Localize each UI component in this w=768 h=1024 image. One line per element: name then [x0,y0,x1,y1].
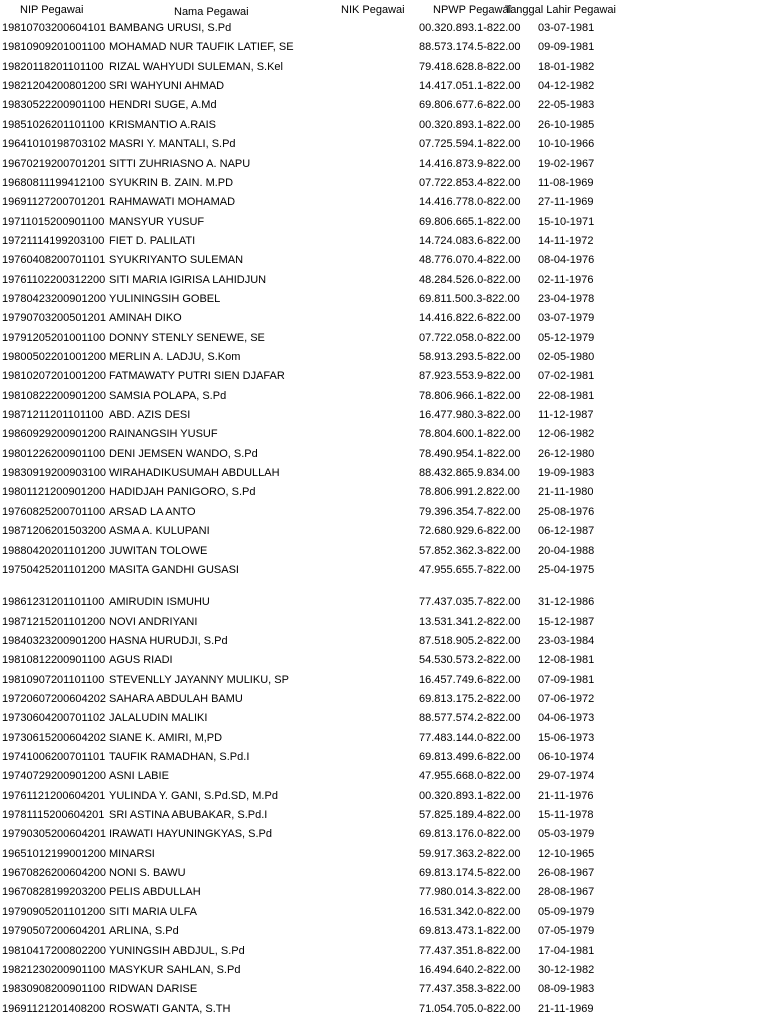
cell-nip[interactable]: 19720607200604202 [2,692,107,705]
cell-npwp[interactable]: 79.418.628.8-822.00 [419,60,521,73]
cell-nip[interactable]: 19790305200604201 [2,828,107,841]
cell-tgl[interactable]: 15-10-1971 [538,215,595,228]
cell-nip[interactable]: 19670219200701201 [2,157,107,170]
cell-tgl[interactable]: 17-04-1981 [538,944,595,957]
cell-tgl[interactable]: 05-09-1979 [538,905,595,918]
cell-nama[interactable]: SITI MARIA IGIRISA LAHIDJUN [109,273,267,286]
cell-tgl[interactable]: 26-08-1967 [538,867,595,880]
cell-nip[interactable]: 19810907201101100 [2,673,105,686]
cell-tgl[interactable]: 21-11-1976 [538,789,594,802]
cell-tgl[interactable]: 04-12-1982 [538,80,595,93]
cell-tgl[interactable]: 09-09-1981 [538,41,595,54]
table-row[interactable] [0,651,768,670]
table-row[interactable] [0,729,768,748]
cell-tgl[interactable]: 11-12-1987 [538,409,594,421]
table-row[interactable] [0,309,768,328]
cell-tgl[interactable]: 12-10-1965 [538,847,595,860]
cell-tgl[interactable]: 28-08-1967 [538,886,595,899]
cell-tgl[interactable]: 08-09-1983 [538,983,595,996]
table-row[interactable] [0,767,768,786]
cell-npwp[interactable]: 16.494.640.2-822.00 [419,963,521,976]
table-row[interactable] [0,690,768,709]
table-row[interactable] [0,387,768,406]
cell-tgl[interactable]: 06-12-1987 [538,525,595,538]
cell-npwp[interactable]: 16.457.749.6-822.00 [419,673,521,686]
cell-npwp[interactable]: 69.811.500.3-822.00 [419,292,520,305]
cell-npwp[interactable]: 78.806.966.1-822.00 [419,389,521,402]
cell-nip[interactable]: 19741006200701101 [2,751,106,763]
cell-nip[interactable]: 19730604200701102 [2,712,106,725]
cell-nip[interactable]: 19760408200701101 [2,254,106,267]
table-row[interactable] [0,632,768,651]
cell-nip[interactable]: 19801226200901100 [2,447,106,460]
cell-tgl[interactable]: 21-11-1969 [538,1002,594,1015]
cell-tgl[interactable]: 29-07-1974 [538,770,595,783]
cell-nip[interactable]: 19651012199001200 [2,847,107,860]
cell-tgl[interactable]: 08-04-1976 [538,254,595,267]
cell-npwp[interactable]: 13.531.341.2-822.00 [419,615,521,628]
cell-nama[interactable]: WIRAHADIKUSUMAH ABDULLAH [109,467,280,480]
cell-tgl[interactable]: 12-08-1981 [538,654,595,667]
cell-nip[interactable]: 19760825200701100 [2,505,106,518]
cell-tgl[interactable]: 11-08-1969 [538,176,594,189]
cell-nama[interactable]: SYUKRIYANTO SULEMAN [109,254,244,267]
cell-nama[interactable]: SYUKRIN B. ZAIN. M.PD [109,176,234,189]
table-row[interactable] [0,38,768,57]
cell-nama[interactable]: ASMA A. KULUPANI [109,525,210,538]
cell-nip[interactable]: 19880420201101200 [2,544,106,557]
cell-nip[interactable]: 19871211201101100 [2,409,104,421]
cell-nip[interactable]: 19820118201101100 [2,60,104,73]
table-row[interactable] [0,1000,768,1019]
cell-tgl[interactable]: 26-10-1985 [538,118,595,131]
table-row[interactable] [0,613,768,632]
cell-nip[interactable]: 19851026201101100 [2,118,105,131]
table-row[interactable] [0,483,768,502]
cell-nama[interactable]: STEVENLLY JAYANNY MULIKU, SP [109,673,289,686]
cell-tgl[interactable]: 22-05-1983 [538,99,595,112]
table-row[interactable] [0,671,768,690]
cell-nip[interactable]: 19821230200901100 [2,963,106,976]
table-row[interactable] [0,593,768,612]
cell-npwp[interactable]: 54.530.573.2-822.00 [419,654,521,667]
cell-tgl[interactable]: 05-03-1979 [538,828,595,841]
cell-tgl[interactable]: 05-12-1979 [538,331,595,344]
cell-nip[interactable]: 19830919200903100 [2,467,107,480]
cell-npwp[interactable]: 88.432.865.9.834.00 [419,467,520,480]
column-header-tanggal-lahir-label: Tanggal Lahir Pegawai [504,4,616,16]
cell-nama[interactable]: SITTI ZUHRIASNO A. NAPU [109,157,251,170]
cell-npwp[interactable]: 77.483.144.0-822.00 [419,731,521,744]
cell-npwp[interactable]: 47.955.655.7-822.00 [419,563,521,576]
cell-nama[interactable]: HENDRI SUGE, A.Md [109,99,217,112]
cell-nama[interactable]: YUNINGSIH ABDJUL, S.Pd [109,944,245,957]
table-row[interactable] [0,174,768,193]
table-row[interactable] [0,425,768,444]
cell-nip[interactable]: 19871215201101200 [2,615,106,628]
cell-npwp[interactable]: 14.416.873.9-822.00 [419,157,521,170]
cell-nip[interactable]: 19821204200801200 [2,80,107,93]
cell-nip[interactable]: 19801121200901200 [2,486,106,499]
cell-tgl[interactable]: 07-09-1981 [538,673,595,686]
cell-npwp[interactable]: 78.806.991.2.822.00 [419,486,520,499]
cell-npwp[interactable]: 47.955.668.0-822.00 [419,770,521,783]
table-row[interactable] [0,406,768,425]
cell-npwp[interactable]: 77.437.035.7-822.00 [419,596,521,609]
cell-nip[interactable]: 19761121200604201 [2,789,106,802]
cell-nip[interactable]: 19790507200604201 [2,925,107,938]
cell-nama[interactable]: YULININGSIH GOBEL [109,292,221,305]
cell-npwp[interactable]: 57.825.189.4-822.00 [419,809,521,821]
cell-nama[interactable]: RIDWAN DARISE [109,983,198,996]
cell-nama[interactable]: AMIRUDIN ISMUHU [109,596,210,609]
cell-npwp[interactable]: 58.913.293.5-822.00 [419,351,521,363]
cell-nama[interactable]: SRI WAHYUNI AHMAD [109,80,225,93]
cell-tgl[interactable]: 31-12-1986 [538,596,595,609]
cell-nip[interactable]: 19810207201001200 [2,370,107,383]
cell-nama[interactable]: AGUS RIADI [109,654,173,667]
cell-nip[interactable]: 19790703200501201 [2,312,107,325]
cell-tgl[interactable]: 23-04-1978 [538,292,595,305]
table-row[interactable] [0,77,768,96]
cell-nama[interactable]: HASNA HURUDJI, S.Pd [109,634,228,647]
cell-npwp[interactable]: 14.416.778.0-822.00 [419,196,521,209]
cell-tgl[interactable]: 02-11-1976 [538,273,594,286]
table-row[interactable] [0,942,768,961]
cell-nip[interactable]: 19861231201101100 [2,596,105,609]
cell-nama[interactable]: MASYKUR SAHLAN, S.Pd [109,963,241,976]
cell-nip[interactable]: 19840323200901200 [2,634,107,647]
table-row[interactable] [0,883,768,902]
cell-npwp[interactable]: 69.806.677.6-822.00 [419,99,521,112]
cell-nama[interactable]: RAHMAWATI MOHAMAD [109,196,236,209]
cell-nama[interactable]: NOVI ANDRIYANI [109,615,198,628]
cell-nip[interactable]: 19790905201101200 [2,905,106,918]
cell-nama[interactable]: PELIS ABDULLAH [109,886,201,899]
cell-tgl[interactable]: 20-04-1988 [538,544,595,557]
cell-nip[interactable]: 19691127200701201 [2,196,106,209]
cell-npwp[interactable]: 88.577.574.2-822.00 [419,712,521,725]
cell-nama[interactable]: IRAWATI HAYUNINGKYAS, S.Pd [109,828,272,841]
cell-npwp[interactable]: 69.813.176.0-822.00 [419,828,521,841]
cell-npwp[interactable]: 16.477.980.3-822.00 [419,409,521,421]
cell-nip[interactable]: 19781115200604201 [2,809,105,821]
cell-nip[interactable]: 19780423200901200 [2,292,107,305]
cell-nip[interactable]: 19730615200604202 [2,731,107,744]
column-header-nip[interactable]: NIP Pegawai [20,4,84,16]
table-row[interactable] [0,348,768,367]
cell-npwp[interactable]: 07.722.058.0-822.00 [419,331,521,344]
table-row[interactable] [0,922,768,941]
cell-nip[interactable]: 19721114199203100 [2,234,105,247]
column-header-npwp[interactable]: NPWP Pegawai [433,4,512,16]
cell-nama[interactable]: MERLIN A. LADJU, S.Kom [109,351,241,363]
cell-tgl[interactable]: 25-04-1975 [538,563,595,576]
cell-tgl[interactable]: 02-05-1980 [538,351,595,363]
cell-npwp[interactable]: 07.725.594.1-822.00 [419,138,521,151]
table-row[interactable] [0,58,768,77]
cell-npwp[interactable]: 48.284.526.0-822.00 [419,273,521,286]
table-row[interactable] [0,561,768,580]
cell-tgl[interactable]: 07-05-1979 [538,925,595,938]
cell-nip[interactable]: 19670828199203200 [2,886,107,899]
column-header-tanggal-lahir[interactable] [504,3,616,17]
cell-nip[interactable]: 19810417200802200 [2,944,107,957]
cell-nama[interactable]: MANSYUR YUSUF [109,215,205,228]
table-row[interactable] [0,116,768,135]
table-row[interactable] [0,251,768,270]
table-row[interactable] [0,980,768,999]
cell-tgl[interactable]: 15-06-1973 [538,731,595,744]
table-row[interactable] [0,290,768,309]
cell-tgl[interactable]: 10-10-1966 [538,138,595,151]
cell-nip[interactable]: 19810812200901100 [2,654,106,667]
table-row[interactable] [0,271,768,290]
cell-nip[interactable]: 19830908200901100 [2,983,106,996]
cell-nip[interactable]: 19740729200901200 [2,770,107,783]
cell-nama[interactable]: HADIDJAH PANIGORO, S.Pd [109,486,256,499]
cell-tgl[interactable]: 22-08-1981 [538,389,595,402]
cell-npwp[interactable]: 14.724.083.6-822.00 [419,234,521,247]
cell-nama[interactable]: MOHAMAD NUR TAUFIK LATIEF, SE [109,41,294,54]
table-row[interactable] [0,213,768,232]
cell-npwp[interactable]: 69.806.665.1-822.00 [419,215,521,228]
cell-nip[interactable]: 19810909201001100 [2,41,106,54]
cell-tgl[interactable]: 07-02-1981 [538,370,595,383]
cell-nama[interactable]: ASNI LABIE [109,770,169,783]
cell-npwp[interactable]: 71.054.705.0-822.00 [419,1002,521,1015]
cell-tgl[interactable]: 25-08-1976 [538,505,595,518]
cell-nama[interactable]: ARLINA, S.Pd [109,925,179,938]
cell-nama[interactable]: BAMBANG URUSI, S.Pd [109,22,232,34]
cell-nama[interactable]: MASITA GANDHI GUSASI [109,563,239,576]
cell-nip[interactable]: 19641010198703102 [2,138,107,151]
cell-nip[interactable]: 19761102200312200 [2,273,106,286]
cell-tgl[interactable]: 15-11-1978 [538,809,594,821]
cell-tgl[interactable]: 07-06-1972 [538,692,595,705]
cell-nip[interactable]: 19791205201001100 [2,331,106,344]
cell-npwp[interactable]: 69.813.174.5-822.00 [419,867,521,880]
cell-nama[interactable]: JUWITAN TOLOWE [109,544,208,557]
cell-nip[interactable]: 19680811199412100 [2,176,105,189]
cell-npwp[interactable]: 79.396.354.7-822.00 [419,505,521,518]
cell-nama[interactable]: RAINANGSIH YUSUF [109,428,218,441]
cell-nama[interactable]: SIANE K. AMIRI, M,PD [109,731,223,744]
cell-npwp[interactable]: 88.573.174.5-822.00 [419,41,521,54]
cell-nip[interactable]: 19860929200901200 [2,428,107,441]
cell-nama[interactable]: DONNY STENLY SENEWE, SE [109,331,265,344]
cell-npwp[interactable]: 00.320.893.1-822.00 [419,789,521,802]
cell-tgl[interactable]: 03-07-1981 [538,22,595,34]
cell-npwp[interactable]: 14.417.051.1-822.00 [419,80,521,93]
table-row[interactable] [0,961,768,980]
cell-nama[interactable]: MINARSI [109,847,155,860]
cell-nama[interactable]: ARSAD LA ANTO [109,505,196,518]
cell-tgl[interactable]: 27-11-1969 [538,196,594,209]
cell-npwp[interactable]: 57.852.362.3-822.00 [419,544,521,557]
table-row[interactable] [0,522,768,541]
table-row[interactable] [0,748,768,767]
table-row[interactable] [0,193,768,212]
table-row[interactable] [0,806,768,825]
cell-nama[interactable]: RIZAL WAHYUDI SULEMAN, S.Kel [109,60,283,73]
cell-npwp[interactable]: 69.813.175.2-822.00 [419,692,521,705]
table-row[interactable] [0,155,768,174]
cell-nip[interactable]: 19871206201503200 [2,525,107,538]
table-row[interactable] [0,232,768,251]
cell-npwp[interactable]: 00.320.893.1-822.00 [419,22,521,34]
table-row[interactable] [0,135,768,154]
cell-nama[interactable]: TAUFIK RAMADHAN, S.Pd.I [109,751,250,763]
cell-nama[interactable]: YULINDA Y. GANI, S.Pd.SD, M.Pd [109,789,278,802]
cell-tgl[interactable]: 26-12-1980 [538,447,595,460]
cell-nama[interactable]: SAMSIA POLAPA, S.Pd [109,389,227,402]
cell-tgl[interactable]: 04-06-1973 [538,712,595,725]
cell-tgl[interactable]: 23-03-1984 [538,634,595,647]
cell-tgl[interactable]: 15-12-1987 [538,615,595,628]
cell-nip[interactable]: 19711015200901100 [2,215,105,228]
cell-nama[interactable]: FIET D. PALILATI [109,234,196,247]
cell-nama[interactable]: DENI JEMSEN WANDO, S.Pd [109,447,258,460]
cell-nip[interactable]: 19810822200901200 [2,389,107,402]
cell-tgl[interactable]: 19-02-1967 [538,157,595,170]
cell-npwp[interactable]: 72.680.929.6-822.00 [419,525,521,538]
cell-npwp[interactable]: 78.490.954.1-822.00 [419,447,521,460]
table-row[interactable] [0,787,768,806]
cell-tgl[interactable]: 19-09-1983 [538,467,595,480]
cell-npwp[interactable]: 77.437.358.3-822.00 [419,983,521,996]
table-row[interactable] [0,903,768,922]
cell-tgl[interactable]: 21-11-1980 [538,486,594,499]
cell-nip[interactable]: 19800502201001200 [2,351,107,363]
cell-npwp[interactable]: 69.813.499.6-822.00 [419,751,521,763]
table-row[interactable] [0,19,768,38]
column-header-nama[interactable]: Nama Pegawai [174,6,249,18]
cell-tgl[interactable]: 14-11-1972 [538,234,594,247]
cell-tgl[interactable]: 06-10-1974 [538,751,595,763]
cell-nip[interactable]: 19691121201408200 [2,1002,106,1015]
cell-nama[interactable]: FATMAWATY PUTRI SIEN DJAFAR [109,370,285,383]
cell-nama[interactable]: SAHARA ABDULAH BAMU [109,692,243,705]
table-row[interactable] [0,825,768,844]
cell-npwp[interactable]: 07.722.853.4-822.00 [419,176,521,189]
table-row[interactable] [0,96,768,115]
table-row[interactable] [0,367,768,386]
table-row[interactable] [0,445,768,464]
cell-npwp[interactable]: 16.531.342.0-822.00 [419,905,521,918]
cell-npwp[interactable]: 78.804.600.1-822.00 [419,428,521,441]
cell-npwp[interactable]: 87.518.905.2-822.00 [419,634,521,647]
cell-nip[interactable]: 19810703200604101 [2,22,107,34]
table-row[interactable] [0,709,768,728]
cell-nip[interactable]: 19750425201101200 [2,563,106,576]
table-row[interactable] [0,503,768,522]
table-row[interactable] [0,464,768,483]
cell-npwp[interactable]: 77.437.351.8-822.00 [419,944,521,957]
cell-npwp[interactable]: 59.917.363.2-822.00 [419,847,521,860]
cell-nama[interactable]: MASRI Y. MANTALI, S.Pd [109,138,236,151]
table-row[interactable] [0,864,768,883]
cell-npwp[interactable]: 00.320.893.1-822.00 [419,118,521,131]
cell-npwp[interactable]: 77.980.014.3-822.00 [419,886,521,899]
cell-nama[interactable]: NONI S. BAWU [109,867,186,880]
table-row[interactable] [0,845,768,864]
cell-nama[interactable]: SRI ASTINA ABUBAKAR, S.Pd.I [109,809,268,821]
cell-npwp[interactable]: 14.416.822.6-822.00 [419,312,521,325]
cell-nama[interactable]: SITI MARIA ULFA [109,905,198,918]
cell-npwp[interactable]: 48.776.070.4-822.00 [419,254,521,267]
cell-nama[interactable]: KRISMANTIO A.RAIS [109,118,216,131]
cell-nama[interactable]: JALALUDIN MALIKI [109,712,208,725]
cell-nip[interactable]: 19670826200604200 [2,867,107,880]
cell-nama[interactable]: ABD. AZIS DESI [109,409,191,421]
column-header-nik[interactable]: NIK Pegawai [341,4,405,16]
cell-tgl[interactable]: 03-07-1979 [538,312,595,325]
table-row[interactable] [0,542,768,561]
cell-npwp[interactable]: 69.813.473.1-822.00 [419,925,521,938]
cell-nama[interactable]: ROSWATI GANTA, S.TH [109,1002,231,1015]
cell-tgl[interactable]: 12-06-1982 [538,428,595,441]
cell-npwp[interactable]: 87.923.553.9-822.00 [419,370,521,383]
cell-tgl[interactable]: 18-01-1982 [538,60,595,73]
cell-tgl[interactable]: 30-12-1982 [538,963,595,976]
cell-nip[interactable]: 19830522200901100 [2,99,106,112]
cell-nama[interactable]: AMINAH DIKO [109,312,182,325]
table-row[interactable] [0,329,768,348]
